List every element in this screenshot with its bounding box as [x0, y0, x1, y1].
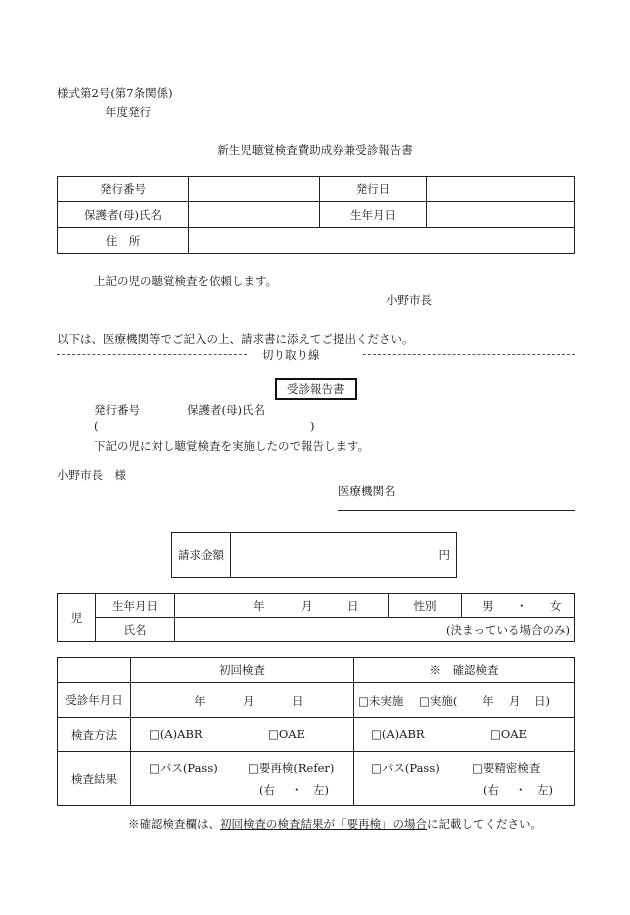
visit-date-label: 受診年月日	[58, 683, 131, 718]
initial-oae-checkbox[interactable]: □OAE	[268, 727, 305, 741]
year-issue: 年度発行	[105, 105, 151, 119]
sex-separator: ・	[516, 599, 528, 613]
child-label: 児	[58, 594, 96, 642]
cut-line-label: 切り取り線	[262, 348, 320, 362]
issue-number-label: 発行番号	[58, 177, 189, 202]
footnote-part-3: 「要再検」の場合	[335, 817, 427, 831]
female-option[interactable]: 女	[550, 599, 562, 613]
footnote-part-1: ※確認検査欄は、	[128, 817, 220, 831]
initial-exam-header: 初回検査	[131, 658, 354, 683]
address-label: 住 所	[58, 228, 189, 254]
sex-label: 性別	[389, 594, 462, 618]
initial-year: 年	[194, 694, 206, 708]
request-signer: 小野市長	[386, 293, 432, 307]
result-label: 検査結果	[58, 752, 131, 806]
initial-lr-separator: ・	[291, 783, 303, 797]
institution-label: 医療機関名	[338, 484, 396, 498]
cut-line-right	[363, 354, 575, 355]
instruction-text: 以下は、医療機関等でご記入の上、請求書に添えてご提出ください。	[57, 332, 414, 346]
guardian-name-cell[interactable]	[189, 202, 320, 228]
initial-abr-checkbox[interactable]: □(A)ABR	[149, 727, 203, 741]
report-statement: 下記の児に対し聴覚検査を実施したので報告します。	[94, 439, 370, 453]
addressee: 小野市長 様	[57, 468, 126, 482]
confirm-lr-separator: ・	[515, 783, 527, 797]
confirm-result-cell[interactable]	[354, 752, 575, 806]
child-birth-date-label: 生年月日	[96, 594, 175, 618]
confirm-year: 年	[482, 694, 494, 708]
exam-corner-cell	[58, 658, 131, 683]
precise-exam-checkbox[interactable]: □要精密検査	[472, 761, 541, 775]
sex-cell[interactable]	[462, 594, 575, 618]
birth-date-label: 生年月日	[320, 202, 427, 228]
birth-date-cell[interactable]	[427, 202, 575, 228]
paren-close: )	[310, 419, 315, 433]
method-label: 検査方法	[58, 718, 131, 752]
child-day: 日	[347, 599, 359, 613]
footnote	[128, 816, 542, 832]
billing-label: 請求金額	[172, 533, 231, 578]
confirm-right[interactable]: (右	[483, 783, 499, 797]
initial-right[interactable]: (右	[259, 783, 275, 797]
form-number: 様式第2号(第7条関係)	[57, 86, 173, 100]
child-year: 年	[253, 599, 265, 613]
billing-amount-cell[interactable]	[231, 533, 457, 578]
billing-table	[171, 532, 457, 578]
paren-open: (	[94, 419, 99, 433]
child-month: 月	[301, 599, 313, 613]
confirm-oae-checkbox[interactable]: □OAE	[490, 727, 527, 741]
confirm-method-cell[interactable]	[354, 718, 575, 752]
confirm-exam-header: ※ 確認検査	[354, 658, 575, 683]
initial-visit-date-cell[interactable]	[131, 683, 354, 718]
confirm-abr-checkbox[interactable]: □(A)ABR	[371, 727, 425, 741]
institution-underline	[338, 510, 575, 511]
male-option[interactable]: 男	[482, 599, 494, 613]
confirm-day: 日)	[534, 694, 550, 708]
child-name-cell[interactable]	[175, 618, 575, 642]
confirm-month: 月	[509, 694, 521, 708]
initial-left[interactable]: 左)	[313, 783, 329, 797]
child-birth-date-cell[interactable]	[175, 594, 389, 618]
issue-date-label: 発行日	[320, 177, 427, 202]
child-table	[57, 593, 575, 642]
initial-result-cell[interactable]	[131, 752, 354, 806]
initial-pass-checkbox[interactable]: □パス(Pass)	[149, 761, 218, 775]
report-title: 受診報告書	[275, 378, 357, 400]
issue-date-cell[interactable]	[427, 177, 575, 202]
child-name-note: (決まっている場合のみ)	[446, 622, 570, 637]
exam-table	[57, 657, 575, 806]
initial-month: 月	[243, 694, 255, 708]
cut-line-left	[57, 354, 247, 355]
initial-refer-checkbox[interactable]: □要再検(Refer)	[248, 761, 335, 775]
not-done-checkbox[interactable]: □未実施	[358, 694, 404, 708]
confirm-pass-checkbox[interactable]: □パス(Pass)	[371, 761, 440, 775]
confirm-left[interactable]: 左)	[537, 783, 553, 797]
issue-number-cell[interactable]	[189, 177, 320, 202]
request-text: 上記の児の聴覚検査を依頼します。	[94, 274, 278, 288]
child-name-label: 氏名	[96, 618, 175, 642]
yen-unit: 円	[438, 548, 450, 562]
initial-method-cell[interactable]	[131, 718, 354, 752]
footnote-part-4: に記載してください。	[427, 817, 542, 831]
done-checkbox[interactable]: □実施(	[419, 694, 458, 708]
confirm-visit-date-cell[interactable]	[354, 683, 575, 718]
address-cell[interactable]	[189, 228, 575, 254]
report-issue-number-label: 発行番号	[94, 403, 140, 417]
guardian-name-label: 保護者(母)氏名	[58, 202, 189, 228]
issue-table	[57, 176, 575, 254]
initial-day: 日	[292, 694, 304, 708]
document-title: 新生児聴覚検査費助成券兼受診報告書	[217, 143, 413, 157]
report-guardian-name-label: 保護者(母)氏名	[187, 403, 265, 417]
footnote-part-2: 初回検査の検査結果が	[220, 817, 335, 831]
